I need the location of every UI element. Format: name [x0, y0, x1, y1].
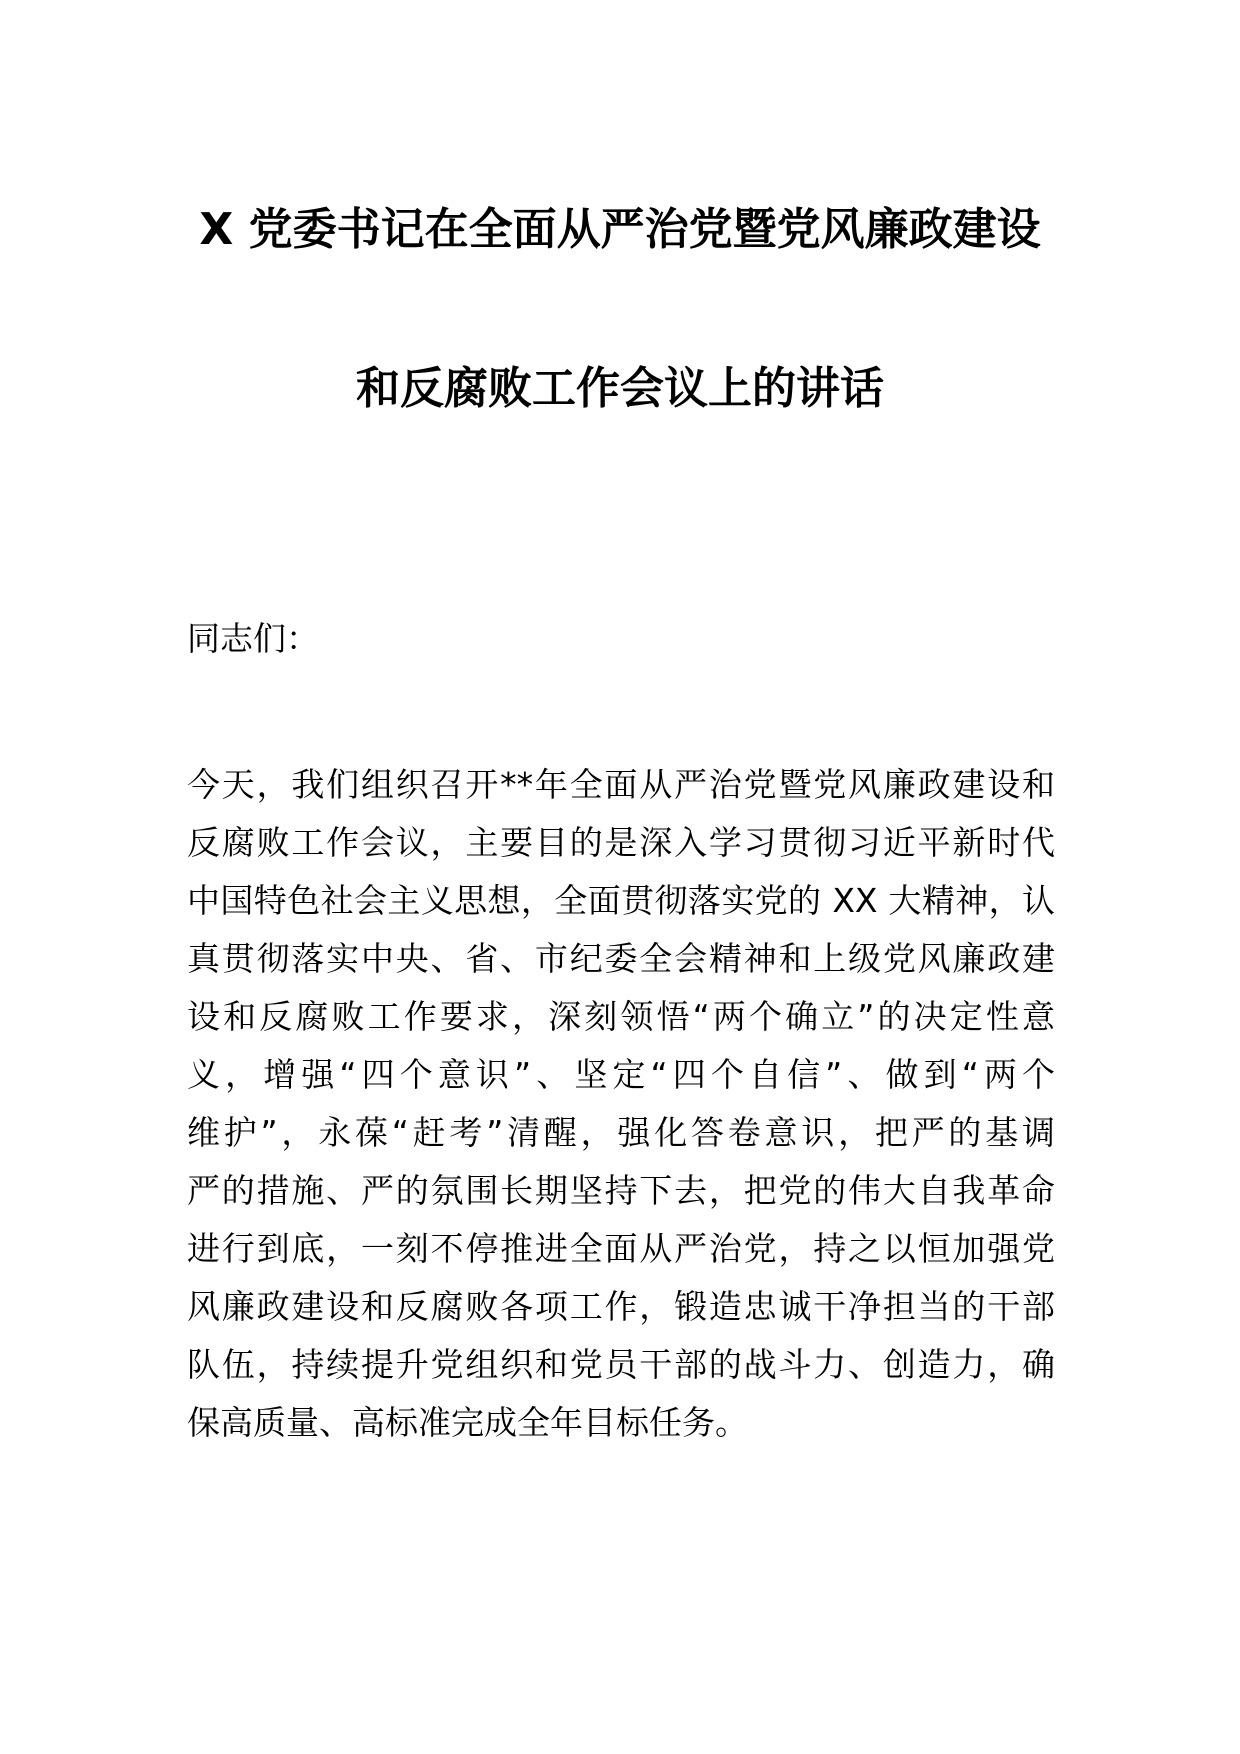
document-title-line-2: 和反腐败工作会议上的讲话 — [356, 363, 884, 414]
paragraph-line: 队伍，持续提升党组织和党员干部的战斗力、创造力，确 — [187, 1345, 1055, 1384]
paragraph-line: 风廉政建设和反腐败各项工作，锻造忠诚干净担当的干部 — [187, 1287, 1055, 1326]
paragraph-line: 设和反腐败工作要求，深刻领悟“两个确立”的决定性意 — [187, 997, 1055, 1036]
paragraph-line: 今天，我们组织召开**年全面从严治党暨党风廉政建设和 — [187, 765, 1055, 804]
paragraph-line: 严的措施、严的氛围长期坚持下去，把党的伟大自我革命 — [187, 1171, 1055, 1210]
paragraph-line: 进行到底，一刻不停推进全面从严治党，持之以恒加强党 — [187, 1229, 1055, 1268]
paragraph-line: 真贯彻落实中央、省、市纪委全会精神和上级党风廉政建 — [187, 939, 1055, 978]
document-title-line-1: X 党委书记在全面从严治党暨党风廉政建设 — [199, 204, 1041, 255]
paragraph-line: 义，增强“四个意识”、坚定“四个自信”、做到“两个 — [187, 1055, 1055, 1094]
paragraph-line: 维护”，永葆“赶考”清醒，强化答卷意识，把严的基调 — [187, 1113, 1055, 1152]
paragraph-line-last: 保高质量、高标准完成全年目标任务。 — [187, 1403, 748, 1442]
paragraph-line: 反腐败工作会议，主要目的是深入学习贯彻习近平新时代 — [187, 823, 1055, 862]
paragraph-line: 中国特色社会主义思想，全面贯彻落实党的 XX 大精神，认 — [187, 881, 1055, 920]
salutation: 同志们： — [187, 619, 319, 658]
